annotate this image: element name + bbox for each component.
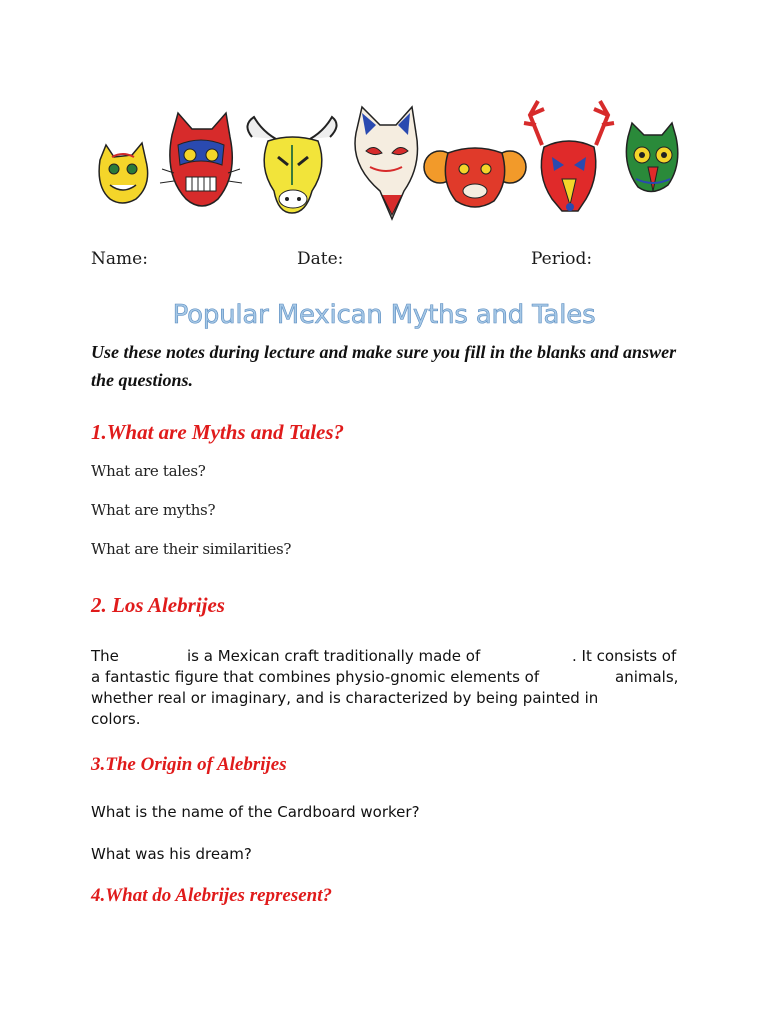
cat-mask-icon	[99, 143, 148, 203]
section-3-heading: 3.The Origin of Alebrijes	[91, 754, 287, 775]
question-myths: What are myths?	[91, 501, 216, 519]
para-line1-b: is a Mexican craft traditionally made of	[187, 647, 481, 665]
para-line1-a: The	[91, 647, 119, 665]
owl-mask-icon	[626, 123, 677, 192]
fox-mask-icon	[355, 107, 418, 219]
date-label: Date:	[297, 249, 344, 269]
question-dream: What was his dream?	[91, 845, 252, 863]
section-4-heading: 4.What do Alebrijes represent?	[91, 885, 333, 906]
period-label: Period:	[531, 249, 593, 269]
name-label: Name:	[91, 249, 148, 269]
ram-mask-icon	[424, 148, 526, 207]
para-line2-b: animals,	[615, 668, 679, 686]
jaguar-mask-icon	[160, 113, 242, 206]
question-tales: What are tales?	[91, 462, 206, 480]
section-1-heading: 1.What are Myths and Tales?	[91, 420, 345, 444]
para-line3: whether real or imaginary, and is characterized by being painted in	[91, 689, 599, 707]
bull-mask-icon	[247, 117, 336, 213]
question-cardboard-worker: What is the name of the Cardboard worker?	[91, 803, 420, 821]
para-line1-c: . It consists of	[572, 647, 677, 665]
mask-banner	[92, 95, 682, 225]
section-2-heading: 2. Los Alebrijes	[91, 593, 225, 617]
para-line4: colors.	[91, 710, 141, 728]
intro-text: Use these notes during lecture and make sure you fill in the blanks and answer the questions.	[91, 342, 677, 390]
para-line2-a: a fantastic figure that combines physio-gnomic elements of	[91, 668, 540, 686]
question-similarities: What are their similarities?	[91, 540, 292, 558]
page-title: Popular Mexican Myths and Tales	[172, 300, 596, 330]
deer-mask-icon	[524, 101, 614, 211]
